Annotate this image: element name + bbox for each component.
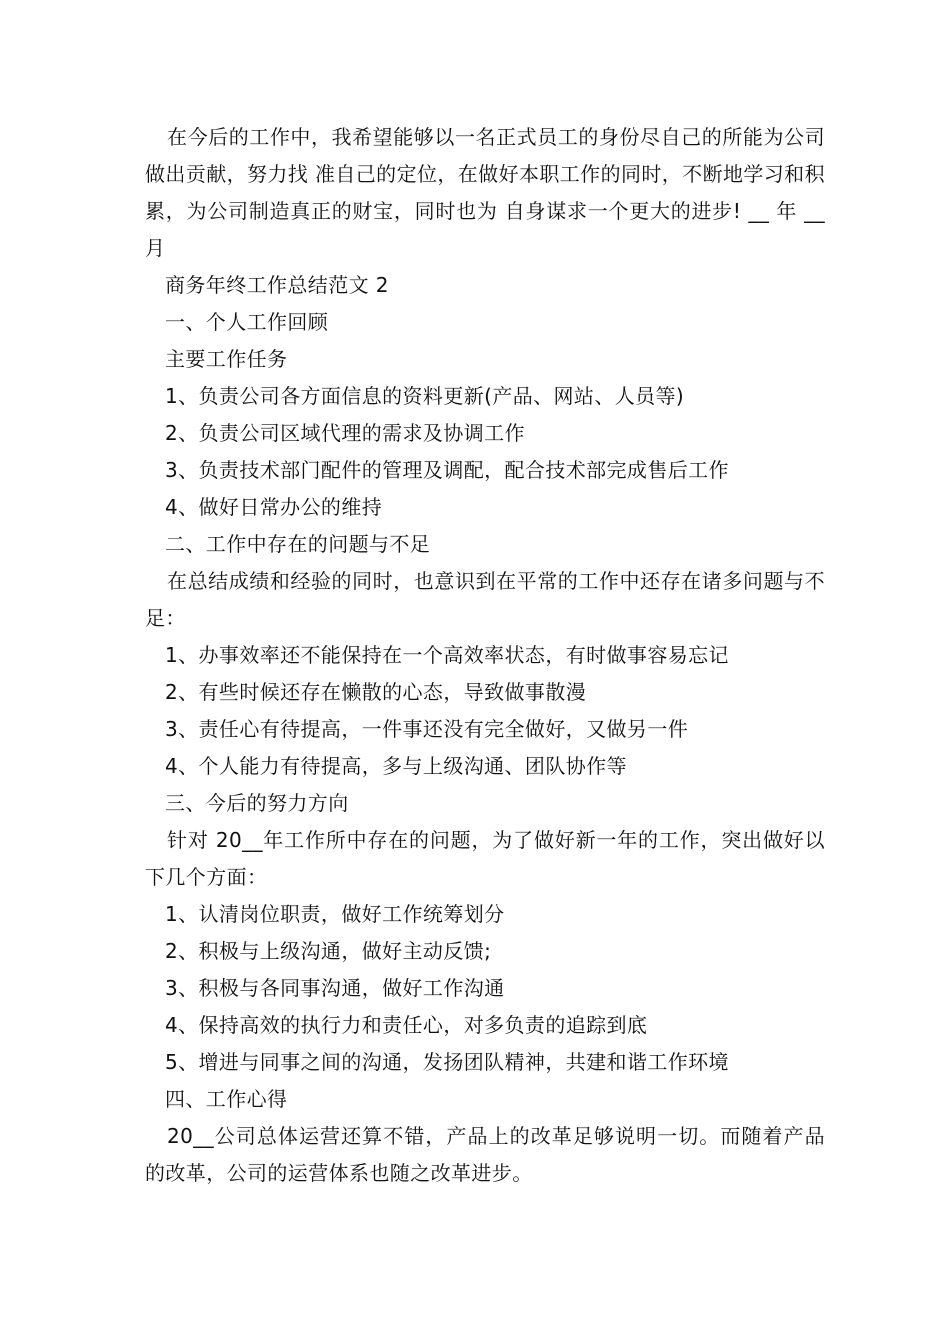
section-heading-1: 一、个人工作回顾 xyxy=(165,310,329,334)
subsection-heading: 主要工作任务 xyxy=(165,347,288,371)
list-item: 1、认清岗位职责，做好工作统筹划分 xyxy=(165,902,505,926)
list-item: 2、有些时候还存在懒散的心态，导致做事散漫 xyxy=(165,680,587,704)
list-item: 3、积极与各同事沟通，做好工作沟通 xyxy=(165,976,505,1000)
body-paragraph: 在总结成绩和经验的同时，也意识到在平常的工作中还存在诸多问题与不足： xyxy=(145,569,825,630)
list-item: 5、增进与同事之间的沟通，发扬团队精神，共建和谐工作环境 xyxy=(165,1050,729,1074)
list-item: 1、负责公司各方面信息的资料更新(产品、网站、人员等) xyxy=(165,384,685,408)
document-body xyxy=(145,119,825,1192)
section-heading-2: 二、工作中存在的问题与不足 xyxy=(165,532,431,556)
list-item: 1、办事效率还不能保持在一个高效率状态，有时做事容易忘记 xyxy=(165,643,729,667)
list-item: 3、责任心有待提高，一件事还没有完全做好，又做另一件 xyxy=(165,717,689,741)
list-item: 4、做好日常办公的维持 xyxy=(165,495,383,519)
closing-paragraph: 在今后的工作中，我希望能够以一名正式员工的身份尽自己的所能为公司做出贡献，努力找 准自己的定位，在做好本职工作的同时，不断地学习和积累，为公司制造真正的财宝，同时也为 自身谋求一个更大的进步! __ 年 __ 月 xyxy=(145,125,825,260)
list-item: 3、负责技术部门配件的管理及调配，配合技术部完成售后工作 xyxy=(165,458,729,482)
section-heading-3: 三、今后的努力方向 xyxy=(165,791,349,815)
list-item: 2、负责公司区域代理的需求及协调工作 xyxy=(165,421,525,445)
section-heading-4: 四、工作心得 xyxy=(165,1087,288,1111)
list-item: 2、积极与上级沟通，做好主动反馈; xyxy=(165,939,492,963)
list-item: 4、保持高效的执行力和责任心，对多负责的追踪到底 xyxy=(165,1013,648,1037)
body-paragraph: 20__公司总体运营还算不错，产品上的改革足够说明一切。而随着产品的改革，公司的运营体系也随之改革进步。 xyxy=(145,1124,825,1185)
document-title: 商务年终工作总结范文 2 xyxy=(165,273,389,297)
body-paragraph: 针对 20__年工作所中存在的问题，为了做好新一年的工作，突出做好以下几个方面： xyxy=(145,828,825,889)
list-item: 4、个人能力有待提高，多与上级沟通、团队协作等 xyxy=(165,754,627,778)
